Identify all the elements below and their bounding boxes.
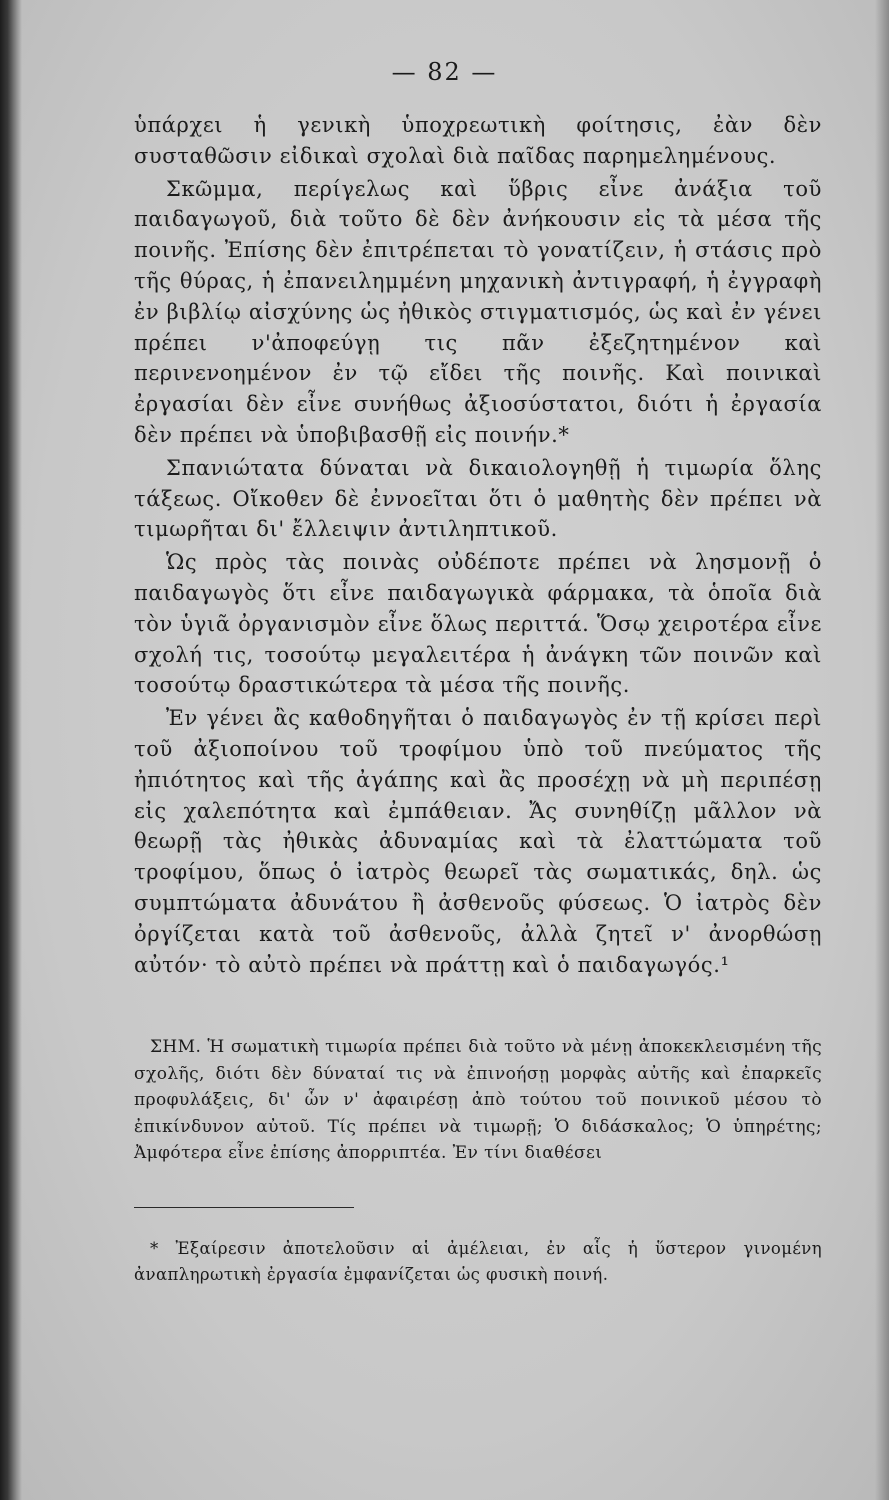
main-text [134,110,822,980]
footnote [134,1236,822,1288]
paragraph-4: Ὡς πρὸς τὰς ποινὰς οὐδέποτε πρέπει νὰ λησμονῇ ὁ παιδαγωγὸς ὅτι εἶνε παιδαγωγικὰ φάρμακα, τὰ ὁποῖα διὰ τὸν ὑγιᾶ ὀργανισμὸν εἶνε ὅλως περιττά. Ὅσῳ χειροτέρα εἶνε σχολή τις, τοσούτῳ μεγαλειτέρα ἡ ἀνάγκη τῶν ποινῶν καὶ τοσούτῳ δραστικώτερα τὰ μέσα τῆς ποινῆς. [134,550,822,698]
footnote-divider [134,1207,354,1208]
footnote-text: * Ἐξαίρεσιν ἀποτελοῦσιν αἱ ἀμέλειαι, ἐν αἷς ἡ ὕστερον γινομένη ἀναπληρωτικὴ ἐργασία ἐμφανίζεται ὡς φυσικὴ ποινή. [134,1239,822,1284]
paragraph-3: Σπανιώτατα δύναται νὰ δικαιολογηθῇ ἡ τιμωρία ὅλης τάξεως. Οἴκοθεν δὲ ἐννοεῖται ὅτι ὁ μαθητὴς δὲν πρέπει νὰ τιμωρῆται δι' ἔλλειψιν ἀντιληπτικοῦ. [134,455,822,542]
paragraph-2: Σκῶμμα, περίγελως καὶ ὕβρις εἶνε ἀνάξια τοῦ παιδαγωγοῦ, διὰ τοῦτο δὲ δὲν ἀνήκουσιν εἰς τὰ μέσα τῆς ποινῆς. Ἐπίσης δὲν ἐπιτρέπεται τὸ γονατίζειν, ἡ στάσις πρὸ τῆς θύρας, ἡ ἐπανειλημμένη μηχανικὴ ἀντιγραφή, ἡ ἐγγραφὴ ἐν βιβλίῳ αἰσχύνης ὡς ἠθικὸς στιγματισμός, ὡς καὶ ἐν γένει πρέπει ν'ἀποφεύγῃ τις πᾶν ἐξεζητημένον καὶ περινενοημένον ἐν τῷ εἴδει τῆς ποινῆς. Καὶ ποινικαὶ ἐργασίαι δὲν εἶνε συνήθως ἀξιοσύστατοι, διότι ἡ ἐργασία δὲν πρέπει νὰ ὑποβιβασθῇ εἰς ποινήν.* [134,176,822,447]
paragraph-1: ὑπάρχει ἡ γενικὴ ὑποχρεωτικὴ φοίτησις, ἐὰν δὲν συσταθῶσιν εἰδικαὶ σχολαὶ διὰ παῖδας παρημελημένους. [134,113,822,168]
page-number: — 82 — [391,58,498,86]
page-edge-shadow-right [875,0,889,1500]
page-edge-shadow-left [0,0,22,1500]
paragraph-5: Ἐν γένει ἂς καθοδηγῆται ὁ παιδαγωγὸς ἐν τῇ κρίσει περὶ τοῦ ἀξιοποίνου τοῦ τροφίμου ὑπὸ τοῦ πνεύματος τῆς ἠπιότητος καὶ τῆς ἀγάπης καὶ ἂς προσέχῃ νὰ μὴ περιπέσῃ εἰς χαλεπότητα καὶ ἐμπάθειαν. Ἄς συνηθίζῃ μᾶλλον νὰ θεωρῇ τὰς ἠθικὰς ἀδυναμίας καὶ τὰ ἐλαττώματα τοῦ τροφίμου, ὅπως ὁ ἰατρὸς θεωρεῖ τὰς σωματικάς, δηλ. ὡς συμπτώματα ἀδυνάτου ἢ ἀσθενοῦς φύσεως. Ὁ ἰατρὸς δὲν ὀργίζεται κατὰ τοῦ ἀσθενοῦς, ἀλλὰ ζητεῖ ν' ἀνορθώσῃ αὐτόν· τὸ αὐτὸ πρέπει νὰ πράττῃ καὶ ὁ παιδαγωγός.¹ [134,706,822,977]
note-section [134,1034,822,1167]
note-paragraph: ΣΗΜ. Ἡ σωματικὴ τιμωρία πρέπει διὰ τοῦτο νὰ μένῃ ἀποκεκλεισμένη τῆς σχολῆς, διότι δὲν δύναταί τις νὰ ἐπινοήσῃ μορφὰς αὐτῆς καὶ ἐπαρκεῖς προφυλάξεις, δι' ὧν ν' ἀφαιρέσῃ ἀπὸ τούτου τοῦ ποινικοῦ μέσου τὸ ἐπικίνδυνον αὐτοῦ. Τίς πρέπει νὰ τιμωρῇ; Ὁ διδάσκαλος; Ὁ ὑπηρέτης; Ἀμφότερα εἶνε ἐπίσης ἀπορριπτέα. Ἐν τίνι διαθέσει [134,1037,822,1164]
